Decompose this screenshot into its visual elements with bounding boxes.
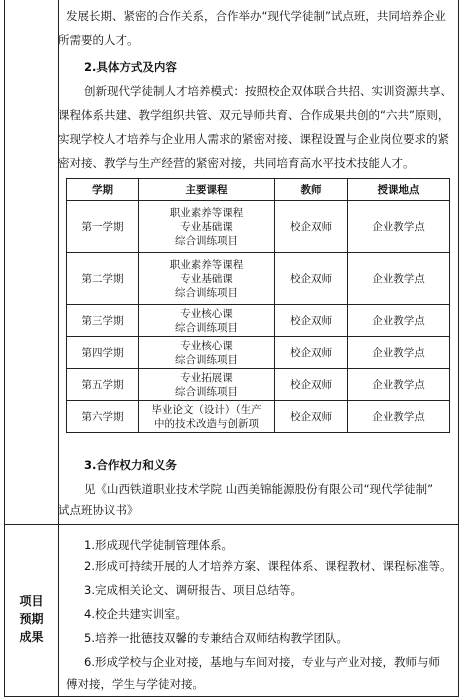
course-line: 综合训练项目 bbox=[175, 321, 238, 334]
table-row bbox=[67, 305, 450, 337]
table-row bbox=[67, 401, 450, 433]
outcome-item: 傅对接，学生与学徒对接。 bbox=[66, 677, 204, 691]
section-heading: 2.具体方式及内容 bbox=[84, 60, 177, 74]
column-header: 授课地点 bbox=[348, 179, 450, 201]
term-cell: 第一学期 bbox=[67, 201, 139, 253]
outcome-item: 4.校企共建实训室。 bbox=[84, 607, 187, 621]
teacher-cell: 校企双师 bbox=[275, 253, 348, 305]
column-header: 主要课程 bbox=[139, 179, 275, 201]
body-text: 密对接、教学与生产经营的紧密对接，共同培育高水平技术技能人才。 bbox=[58, 156, 415, 170]
teacher-cell: 校企双师 bbox=[275, 305, 348, 337]
course-line: 中的技术改造与创新项 bbox=[154, 417, 259, 430]
place-cell: 企业教学点 bbox=[348, 337, 450, 369]
course-line: 专业基础课 bbox=[180, 220, 233, 233]
body-text: 创新现代学徒制人才培养模式：按照校企双体联合共招、实训资源共享、 bbox=[84, 84, 452, 98]
body-text: 实现学校人才培养与企业用人需求的紧密对接、课程设置与企业岗位要求的紧 bbox=[58, 132, 449, 146]
term-cell: 第四学期 bbox=[67, 337, 139, 369]
outcome-item: 2.形成可持续开展的人才培养方案、课程体系、课程教材、课程标准等。 bbox=[84, 559, 452, 573]
table-header-row bbox=[67, 179, 450, 201]
table-row bbox=[67, 337, 450, 369]
row-divider bbox=[5, 524, 458, 525]
outcome-item: 5.培养一批德技双馨的专兼结合双师结构教学团队。 bbox=[84, 631, 348, 645]
body-text: 试点班协议书》 bbox=[58, 503, 139, 517]
term-cell: 第三学期 bbox=[67, 305, 139, 337]
term-cell: 第五学期 bbox=[67, 369, 139, 401]
courses-cell bbox=[139, 401, 275, 433]
outcomes-label bbox=[5, 592, 58, 646]
courses-cell bbox=[139, 253, 275, 305]
body-text: 课程体系共建、教学组织共管、双元导师共育、合作成果共创的“六共”原则， bbox=[58, 108, 450, 122]
course-line: 综合训练项目 bbox=[175, 234, 238, 247]
course-line: 专业拓展课 bbox=[180, 371, 233, 384]
table-row bbox=[67, 253, 450, 305]
course-line: 专业基础课 bbox=[180, 272, 233, 285]
outcome-item: 6.形成学校与企业对接，基地与车间对接，专业与产业对接，教师与师 bbox=[84, 655, 440, 669]
section-heading: 3.合作权力和义务 bbox=[84, 458, 177, 472]
teacher-cell: 校企双师 bbox=[275, 201, 348, 253]
teacher-cell: 校企双师 bbox=[275, 401, 348, 433]
column-header: 教师 bbox=[275, 179, 348, 201]
place-cell: 企业教学点 bbox=[348, 305, 450, 337]
courses-cell bbox=[139, 201, 275, 253]
course-line: 专业核心课 bbox=[180, 339, 233, 352]
place-cell: 企业教学点 bbox=[348, 253, 450, 305]
body-text: 见《山西铁道职业技术学院 山西美锦能源股份有限公司“现代学徒制” bbox=[84, 482, 434, 496]
intro-text: 发展长期、紧密的合作关系，合作举办“现代学徒制”试点班，共同培养企业 bbox=[66, 9, 446, 23]
place-cell: 企业教学点 bbox=[348, 201, 450, 253]
courses-cell bbox=[139, 369, 275, 401]
course-table bbox=[66, 178, 450, 433]
teacher-cell: 校企双师 bbox=[275, 369, 348, 401]
course-line: 综合训练项目 bbox=[175, 385, 238, 398]
outcome-item: 3.完成相关论文、调研报告、项目总结等。 bbox=[84, 583, 302, 597]
course-line: 专业核心课 bbox=[180, 307, 233, 320]
course-line: 毕业论文（设计）（生产 bbox=[151, 403, 262, 416]
course-line: 职业素养等课程 bbox=[169, 206, 244, 219]
course-line: 职业素养等课程 bbox=[169, 258, 244, 271]
courses-cell bbox=[139, 337, 275, 369]
outcomes-label-line: 成果 bbox=[19, 630, 44, 644]
course-line: 综合训练项目 bbox=[175, 353, 238, 366]
courses-cell bbox=[139, 305, 275, 337]
outcomes-label-line: 预期 bbox=[19, 612, 44, 626]
table-row bbox=[67, 201, 450, 253]
outcomes-label-line: 项目 bbox=[19, 594, 44, 608]
place-cell: 企业教学点 bbox=[348, 369, 450, 401]
place-cell: 企业教学点 bbox=[348, 401, 450, 433]
course-line: 综合训练项目 bbox=[175, 286, 238, 299]
term-cell: 第六学期 bbox=[67, 401, 139, 433]
column-header: 学期 bbox=[67, 179, 139, 201]
table-row bbox=[67, 369, 450, 401]
outcome-item: 1.形成现代学徒制管理体系。 bbox=[84, 538, 233, 552]
intro-text: 所需要的人才。 bbox=[58, 33, 139, 47]
term-cell: 第二学期 bbox=[67, 253, 139, 305]
teacher-cell: 校企双师 bbox=[275, 337, 348, 369]
